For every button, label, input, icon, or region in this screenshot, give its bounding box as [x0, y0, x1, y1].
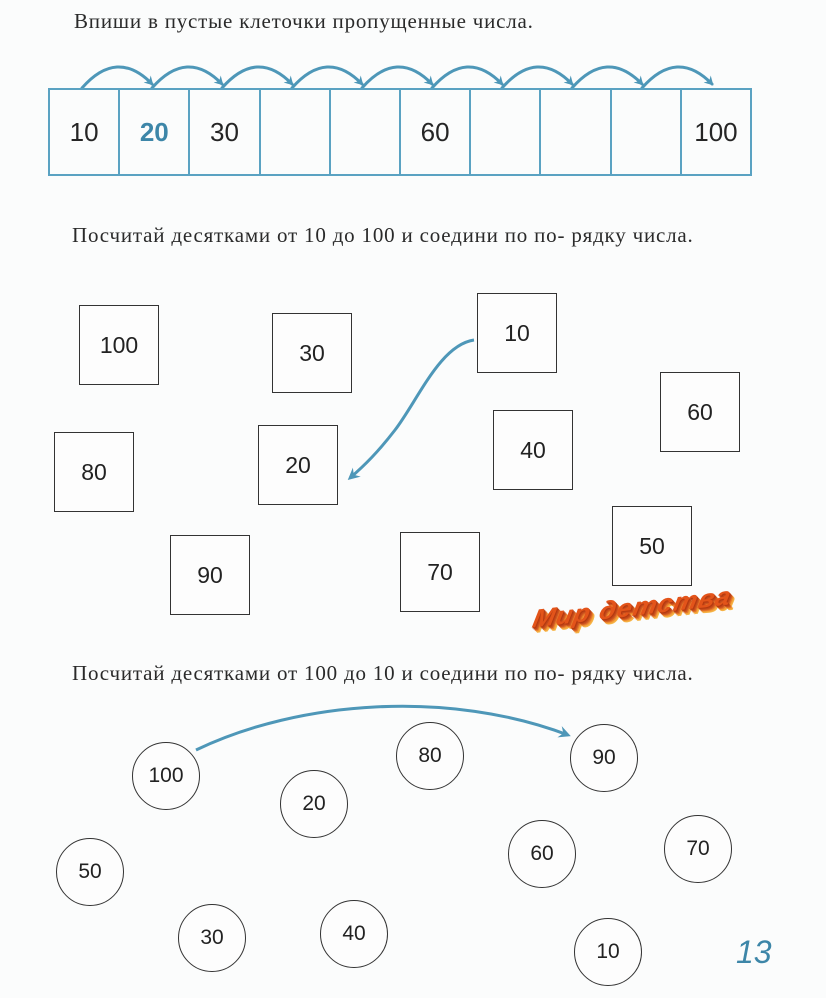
- circle-10[interactable]: 10: [574, 918, 642, 986]
- square-30[interactable]: 30: [272, 313, 352, 393]
- strip-cell-3: 30: [190, 90, 260, 174]
- task1-instruction: Впиши в пустые клеточки пропущенные числа.: [74, 9, 534, 33]
- square-70[interactable]: 70: [400, 532, 480, 612]
- strip-cell-10: 100: [694, 116, 738, 147]
- strip-cell-6: 60: [401, 90, 471, 174]
- square-100[interactable]: 100: [79, 305, 159, 385]
- strip-cell-2: 20: [120, 90, 190, 174]
- circle-20[interactable]: 20: [280, 770, 348, 838]
- circle-30[interactable]: 30: [178, 904, 246, 972]
- circle-80[interactable]: 80: [396, 722, 464, 790]
- square-50[interactable]: 50: [612, 506, 692, 586]
- square-80[interactable]: 80: [54, 432, 134, 512]
- circle-100[interactable]: 100: [132, 742, 200, 810]
- publisher-logo-text: Мир детства: [529, 580, 735, 634]
- strip-cell-1: 10: [50, 90, 120, 174]
- circle-60[interactable]: 60: [508, 820, 576, 888]
- square-20[interactable]: 20: [258, 425, 338, 505]
- square-10[interactable]: 10: [477, 293, 557, 373]
- page-number: 13: [736, 934, 772, 970]
- circle-90[interactable]: 90: [570, 724, 638, 792]
- circle-50[interactable]: 50: [56, 838, 124, 906]
- task3-instruction: Посчитай десятками от 100 до 10 и соедини по по- рядку числа.: [72, 661, 694, 685]
- square-90[interactable]: 90: [170, 535, 250, 615]
- square-60[interactable]: 60: [660, 372, 740, 452]
- circle-40[interactable]: 40: [320, 900, 388, 968]
- circle-70[interactable]: 70: [664, 815, 732, 883]
- square-40[interactable]: 40: [493, 410, 573, 490]
- task2-instruction: Посчитай десятками от 10 до 100 и соедини по по- рядку числа.: [72, 223, 694, 247]
